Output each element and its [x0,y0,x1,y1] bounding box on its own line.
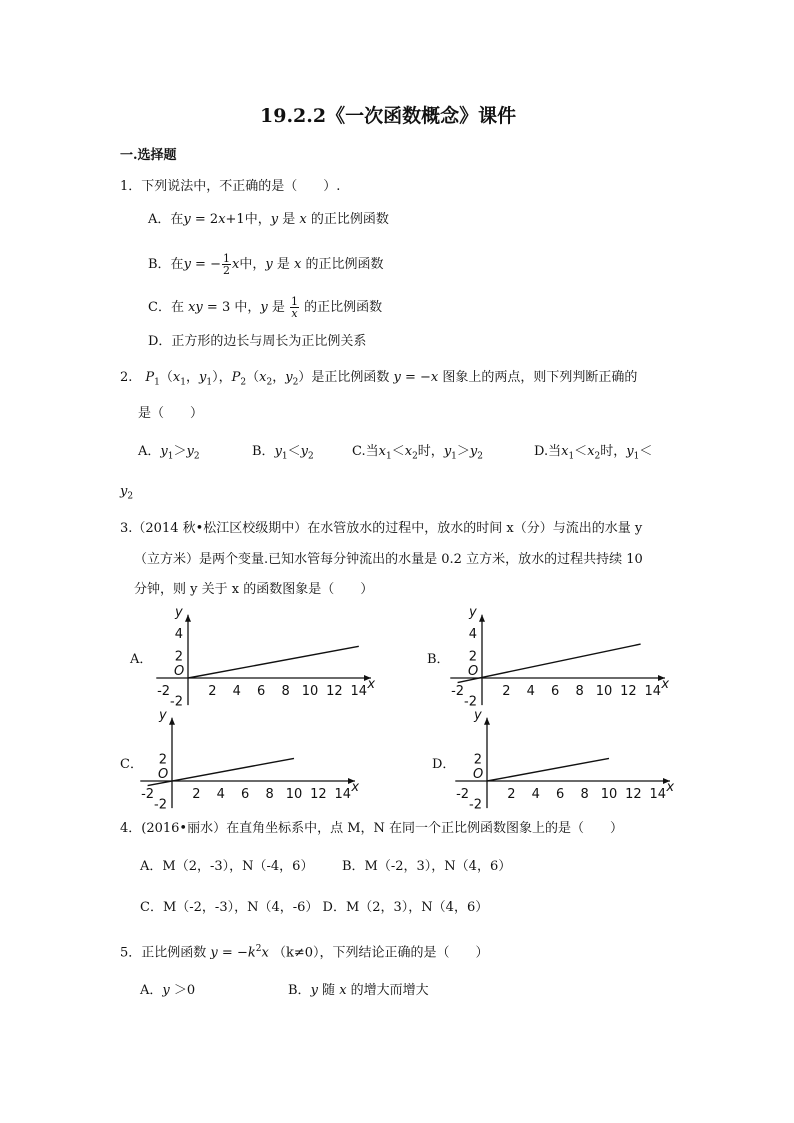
origin-label: O [174,664,185,679]
x-axis-label: x [351,780,360,795]
x-tick-label: 12 [326,684,343,699]
graph-c-label: C． [120,757,143,772]
x-tick-label: 14 [334,787,352,802]
x-tick-label: 10 [595,684,613,699]
series-line [458,644,641,682]
x-tick-label: 8 [281,684,290,699]
q4-option-b: B．M（-2，3），N（4，6） [342,859,512,874]
x-tick-label: -2 [157,684,171,699]
origin-label: O [468,664,479,679]
x-tick-label: 4 [232,684,241,699]
graph-d-label: D． [432,757,456,772]
graph-b-label: B． [427,652,450,667]
y-tick-label: -2 [154,797,167,813]
x-axis-label: x [661,677,670,692]
q3-line3: 分钟，则 y 关于 x 的函数图象是（ ） [134,582,374,597]
graph-a-label: A． [130,652,153,667]
y-axis-arrow [484,718,490,725]
x-tick-label: 10 [301,684,319,699]
x-axis-label: x [666,780,675,795]
origin-label: O [158,767,169,782]
series-line [188,646,359,678]
x-tick-label: 14 [644,684,662,699]
x-tick-label: 2 [208,684,217,699]
q5-option-b: B．y 随 x 的增大而增大 [288,983,429,998]
y-tick-label: 4 [174,626,183,642]
y-tick-label: 2 [158,752,167,768]
q1-option-b: B．在y = − $\frac{1}{2}$ x中，y 是 x 的正比例函数 [148,252,384,277]
x-tick-label: 12 [620,684,637,699]
q1-option-d: D．正方形的边长与周长为正比例关系 [148,334,367,349]
q1-stem: 1．下列说法中，不正确的是（ ）. [120,179,341,194]
q2-line2: 是（ ） [138,406,204,421]
x-tick-label: -2 [141,787,155,802]
graph-d [452,708,682,816]
q2-option-d: D.当$x_1<x_2$时，$y_1<$ [534,444,653,462]
q4-option-a: A．M（2，-3），N（-4，6） [140,859,314,874]
x-tick-label: 6 [551,684,560,699]
y-tick-label: -2 [469,797,482,813]
x-tick-label: 2 [507,787,516,802]
q3-line1: 3.（2014 秋•松江区校级期中）在水管放水的过程中，放水的时间 x（分）与流出的水量 y [120,521,643,536]
x-tick-label: 4 [531,787,540,802]
q4-stem: 4．(2016•丽水）在直角坐标系中，点 M，N 在同一个正比例函数图象上的是（ ） [120,821,624,836]
x-tick-label: 6 [556,787,565,802]
y-tick-label: 2 [468,649,477,665]
y-axis-arrow [185,615,191,622]
x-tick-label: 4 [526,684,535,699]
x-tick-label: 10 [285,787,303,802]
origin-label: O [473,767,484,782]
q2-option-d-wrap: $y_2$ [120,484,134,502]
graph-b [447,604,677,714]
x-tick-label: -2 [456,787,470,802]
x-tick-label: 2 [192,787,201,802]
q4-options-cd: C．M（-2，-3），N（4，-6） D．M（2，3），N（4，6） [140,900,489,915]
q2-line1: 2. $P_1(x_1$，$y_1$），$P_2(x_2$，$y_2$）是正比例函数 y = −x 图象上的两点，则下列判断正确的 [120,370,638,388]
graph-c [137,708,367,816]
x-tick-label: 8 [575,684,584,699]
y-tick-label: -2 [464,694,477,710]
y-axis-arrow [479,615,485,622]
page-title: 19.2.2《一次函数概念》课件 [260,105,517,127]
x-tick-label: 8 [265,787,274,802]
x-tick-label: 12 [625,787,642,802]
q1-option-c: C．在 xy = 3 中，y 是 $\frac{1}{x}$ 的正比例函数 [148,295,383,320]
y-axis-label: y [175,604,183,620]
x-tick-label: 2 [502,684,511,699]
x-tick-label: 14 [649,787,667,802]
q5-stem: 5．正比例函数 $y = -k^2x$ （k≠0），下列结论正确的是（ ） [120,944,489,961]
x-tick-label: 14 [350,684,368,699]
section-heading: 一.选择题 [120,148,177,163]
x-tick-label: 6 [241,787,250,802]
q2-option-a: A．$y_1>y_2$ [138,444,200,462]
q2-option-c: C.当$x_1<x_2$时，$y_1>y_2$ [352,444,484,462]
x-tick-label: 10 [600,787,618,802]
y-tick-label: 4 [468,626,477,642]
series-line [487,758,609,781]
y-axis-arrow [169,718,175,725]
y-tick-label: 2 [174,649,183,665]
x-axis-label: x [367,677,376,692]
y-tick-label: -2 [170,694,183,710]
y-tick-label: 2 [473,752,482,768]
graph-a [150,604,380,714]
y-axis-label: y [474,707,482,723]
q3-line2: （立方米）是两个变量.已知水管每分钟流出的水量是 0.2 立方米，放水的过程共持续 10 [134,552,643,567]
q5-option-a: A．y ＞0 [140,983,196,998]
x-tick-label: 8 [580,787,589,802]
y-axis-label: y [469,604,477,620]
x-tick-label: 12 [310,787,327,802]
x-tick-label: 6 [257,684,266,699]
x-tick-label: -2 [451,684,465,699]
y-axis-label: y [159,707,167,723]
q1-option-a: A．在y = 2x+1中，y 是 x 的正比例函数 [148,212,389,227]
x-tick-label: 4 [216,787,225,802]
q2-option-b: B．$y_1<y_2$ [252,444,314,462]
